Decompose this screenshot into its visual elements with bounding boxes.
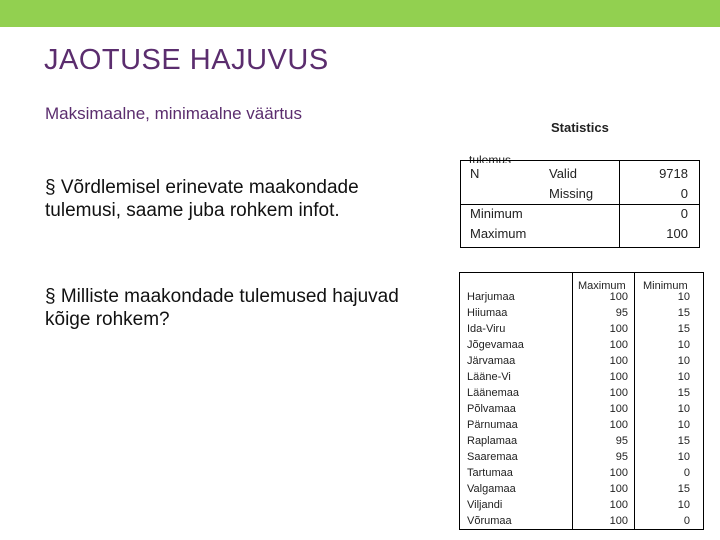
county-name: Võrumaa xyxy=(467,515,512,527)
stat-row-label: Maximum xyxy=(470,226,527,241)
stat-row-label: N xyxy=(470,166,480,181)
county-min-value: 10 xyxy=(677,419,690,431)
county-name: Järvamaa xyxy=(467,355,516,367)
stat-row-value: 100 xyxy=(666,226,688,241)
table-row xyxy=(460,449,703,465)
county-min-value: 15 xyxy=(677,483,690,495)
county-max-value: 95 xyxy=(615,307,628,319)
county-max-value: 100 xyxy=(609,403,628,415)
county-max-value: 95 xyxy=(615,435,628,447)
bullet-comparison: § Võrdlemisel erinevate maakondade tulemusi, saame juba rohkem infot. xyxy=(45,177,359,221)
county-min-value: 10 xyxy=(677,339,690,351)
county-name: Saaremaa xyxy=(467,451,518,463)
county-max-value: 100 xyxy=(609,499,628,511)
county-max-value: 100 xyxy=(609,387,628,399)
column-header-min: Minimum xyxy=(643,280,688,290)
county-table xyxy=(459,272,704,530)
county-name: Raplamaa xyxy=(467,435,518,447)
county-name: Põlvamaa xyxy=(467,403,516,415)
stat-row-value: 0 xyxy=(680,186,688,201)
county-name: Viljandi xyxy=(467,499,503,511)
county-name: Harjumaa xyxy=(467,291,515,303)
table-row xyxy=(460,353,703,369)
county-name: Lääne-Vi xyxy=(467,371,511,383)
stat-row-value: 9718 xyxy=(659,166,688,181)
top-accent-bar xyxy=(0,0,720,27)
table-row xyxy=(460,321,703,337)
county-min-value: 15 xyxy=(677,307,690,319)
table-row xyxy=(460,513,703,529)
table-row xyxy=(460,481,703,497)
county-min-value: 15 xyxy=(677,435,690,447)
table-row xyxy=(460,401,703,417)
stat-row-value: 0 xyxy=(680,206,688,221)
table-row xyxy=(460,497,703,513)
column-header-max: Maximum xyxy=(578,280,626,290)
county-max-value: 100 xyxy=(609,371,628,383)
slide-title: JAOTUSE HAJUVUS xyxy=(44,44,329,76)
county-min-value: 10 xyxy=(677,371,690,383)
county-max-value: 100 xyxy=(609,515,628,527)
county-max-value: 100 xyxy=(609,291,628,303)
county-min-value: 0 xyxy=(683,515,690,527)
table-row xyxy=(460,465,703,481)
table-row xyxy=(460,385,703,401)
county-min-value: 10 xyxy=(677,499,690,511)
county-max-value: 95 xyxy=(615,451,628,463)
county-name: Läänemaa xyxy=(467,387,519,399)
county-name: Jõgevamaa xyxy=(467,339,524,351)
county-name: Tartumaa xyxy=(467,467,513,479)
county-min-value: 15 xyxy=(677,323,690,335)
county-name: Hiiumaa xyxy=(467,307,508,319)
stat-row-label: Minimum xyxy=(470,206,523,221)
table-divider xyxy=(461,204,699,205)
slide-subtitle: Maksimaalne, minimaalne väärtus xyxy=(45,104,302,123)
table-row xyxy=(460,305,703,321)
county-max-value: 100 xyxy=(609,467,628,479)
county-name: Ida-Viru xyxy=(467,323,506,335)
county-name: Pärnumaa xyxy=(467,419,518,431)
county-max-value: 100 xyxy=(609,339,628,351)
county-name: Valgamaa xyxy=(467,483,516,495)
county-min-value: 15 xyxy=(677,387,690,399)
statistics-variable-name: tulemus xyxy=(469,153,512,163)
county-min-value: 10 xyxy=(677,403,690,415)
table-row xyxy=(460,369,703,385)
county-max-value: 100 xyxy=(609,355,628,367)
county-max-value: 100 xyxy=(609,483,628,495)
county-min-value: 10 xyxy=(677,291,690,303)
county-max-value: 100 xyxy=(609,419,628,431)
county-min-value: 10 xyxy=(677,355,690,367)
bullet-question: § Milliste maakondade tulemused hajuvad kõige rohkem? xyxy=(45,286,399,330)
stat-row-sublabel: Valid xyxy=(549,166,577,181)
table-row xyxy=(460,417,703,433)
stat-row-sublabel: Missing xyxy=(549,186,594,201)
statistics-table xyxy=(460,160,700,248)
county-max-value: 100 xyxy=(609,323,628,335)
county-min-value: 0 xyxy=(683,467,690,479)
table-row xyxy=(460,337,703,353)
table-row xyxy=(460,433,703,449)
statistics-caption: Statistics xyxy=(551,120,609,135)
table-row xyxy=(460,289,703,305)
county-min-value: 10 xyxy=(677,451,690,463)
